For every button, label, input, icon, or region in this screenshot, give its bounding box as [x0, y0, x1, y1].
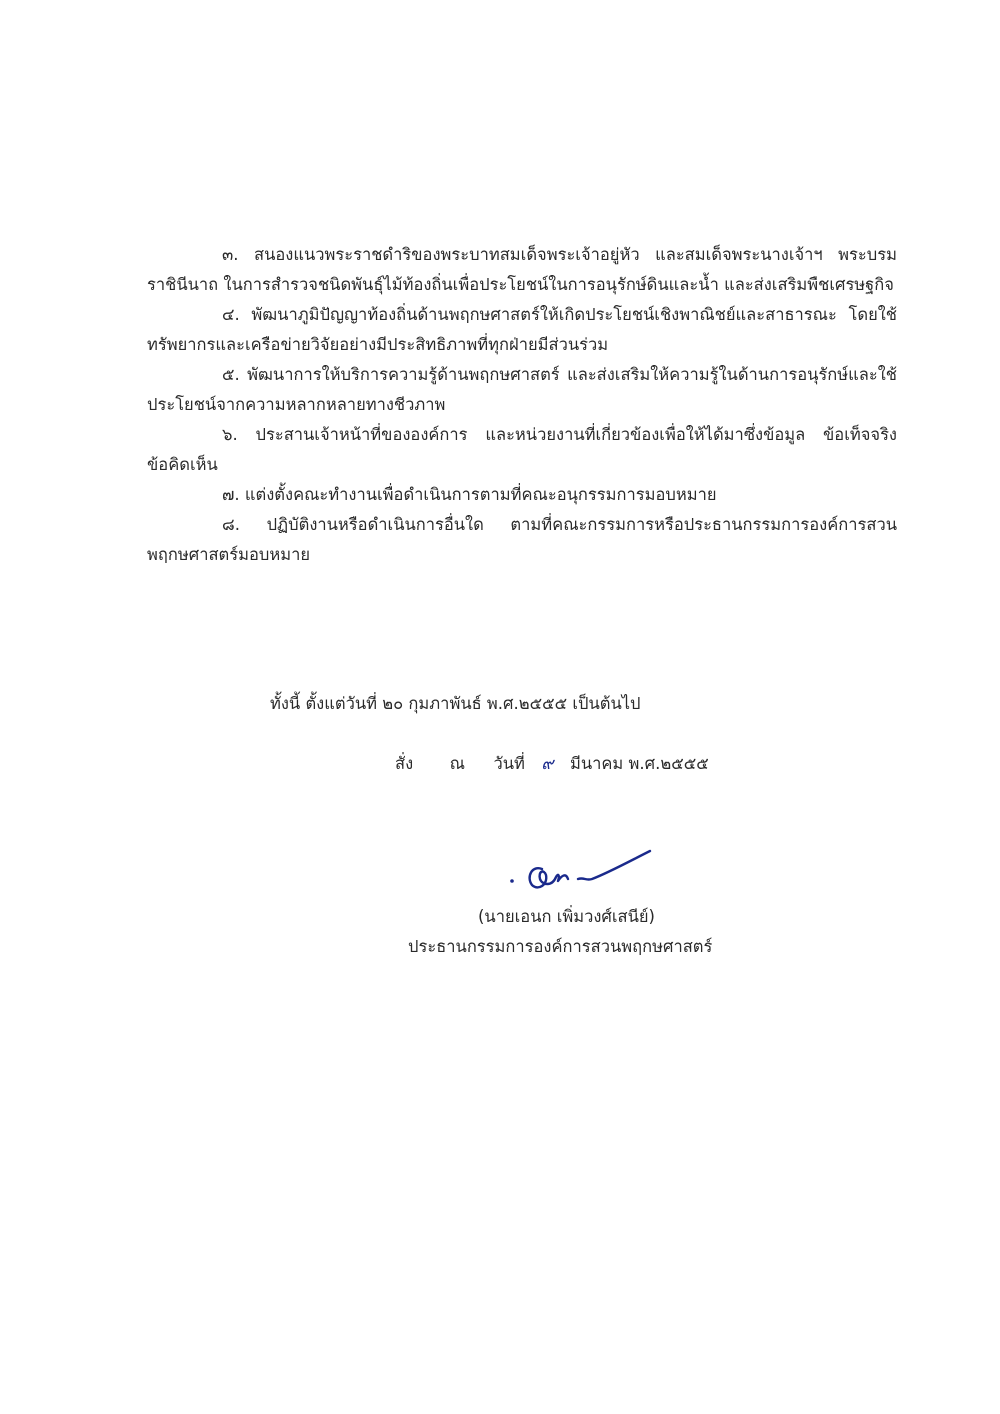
signature — [500, 835, 660, 895]
signer-title: ประธานกรรมการองค์การสวนพฤกษศาสตร์ — [408, 937, 713, 956]
order-date-line — [395, 750, 709, 778]
at-word: ณ — [449, 754, 465, 773]
duty-item-7: ๗. แต่งตั้งคณะทำงานเพื่อดำเนินการตามที่คณะอนุกรรมการมอบหมาย — [222, 485, 717, 504]
month-year: มีนาคม พ.ศ.๒๕๕๕ — [569, 754, 709, 773]
duty-item-8: ๘. ปฏิบัติงานหรือดำเนินการอื่นใด ตามที่คณะกรรมการหรือประธานกรรมการองค์การสวนพฤกษศาสตร์มอบหมาย — [147, 515, 897, 564]
duty-item-6: ๖. ประสานเจ้าหน้าที่ขององค์การ และหน่วยงานที่เกี่ยวข้องเพื่อให้ได้มาซึ่งข้อมูล ข้อเท็จจริง ข้อคิดเห็น — [147, 425, 897, 474]
duty-list — [147, 240, 897, 570]
signer-name: (นายเอนก เพิ่มวงศ์เสนีย์) — [478, 907, 655, 926]
duty-item-3: ๓. สนองแนวพระราชดำริของพระบาทสมเด็จพระเจ้าอยู่หัว และสมเด็จพระนางเจ้าฯ พระบรมราชินีนาถ ในการสำรวจชนิดพันธุ์ไม้ท้องถิ่นเพื่อประโยชน์ในการอนุรักษ์ดินและน้ำ และส่งเสริมพืชเศรษฐกิจ — [147, 245, 897, 294]
duty-item-5: ๕. พัฒนาการให้บริการความรู้ด้านพฤกษศาสตร์ และส่งเสริมให้ความรู้ในด้านการอนุรักษ์และใช้ประโยชน์จากความหลากหลายทางชีวภาพ — [147, 365, 897, 414]
effective-date-line: ทั้งนี้ ตั้งแต่วันที่ ๒๐ กุมภาพันธ์ พ.ศ.๒๕๕๕ เป็นต้นไป — [270, 694, 641, 713]
order-word: สั่ง — [395, 754, 414, 773]
handwritten-day: ๙ — [541, 754, 554, 773]
date-prefix: วันที่ — [493, 754, 525, 773]
duty-item-4: ๔. พัฒนาภูมิปัญญาท้องถิ่นด้านพฤกษศาสตร์ให้เกิดประโยชน์เชิงพาณิชย์และสาธารณะ โดยใช้ทรัพยากรและเครือข่ายวิจัยอย่างมีประสิทธิภาพที่ทุกฝ่ายมีส่วนร่วม — [147, 305, 897, 354]
